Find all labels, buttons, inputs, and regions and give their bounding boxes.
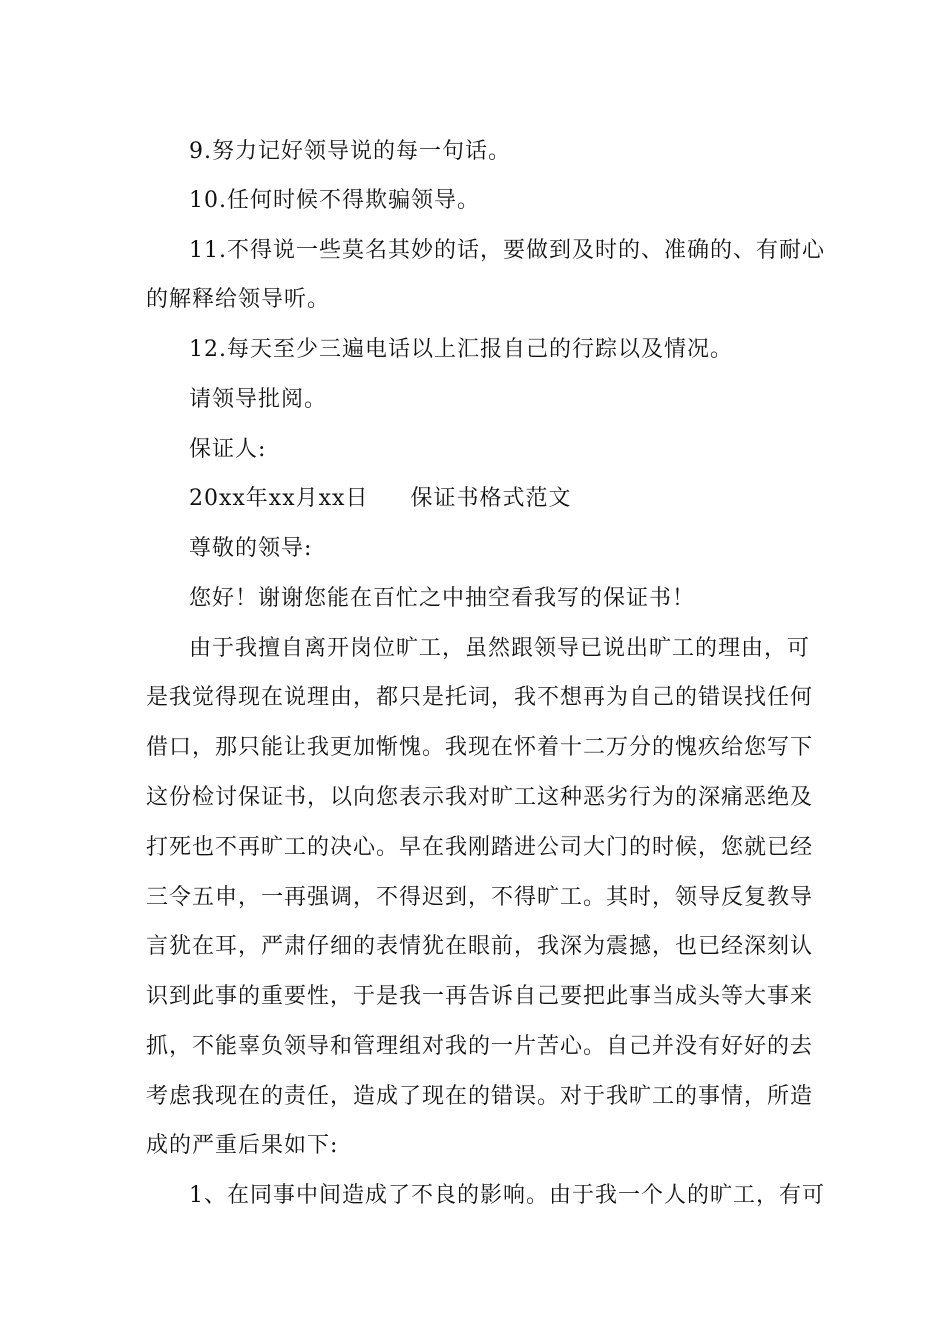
greeting: 您好！谢谢您能在百忙之中抽空看我写的保证书！: [189, 586, 696, 611]
approval-request: 请领导批阅。: [189, 387, 328, 412]
body-line: 三令五申，一再强调，不得迟到，不得旷工。其时，领导反复教导: [146, 885, 814, 910]
rule-item-11-line-2: 的解释给领导听。: [146, 287, 331, 312]
date-and-next-title: [189, 484, 571, 514]
body-line: 打死也不再旷工的决心。早在我刚踏进公司大门的时候，您就已经: [146, 835, 814, 860]
body-line: 考虑我现在的责任，造成了现在的错误。对于我旷工的事情，所造: [146, 1084, 814, 1109]
guarantor-label: 保证人:: [189, 437, 267, 462]
body-line: 言犹在耳，严肃仔细的表情犹在眼前，我深为震撼，也已经深刻认: [146, 934, 814, 959]
rule-item-12: 12.每天至少三遍电话以上汇报自己的行踪以及情况。: [189, 337, 733, 362]
date-text: 20xx年xx月xx日: [189, 486, 369, 511]
body-line: 成的严重后果如下:: [146, 1133, 339, 1158]
rule-item-10: 10.任何时候不得欺骗领导。: [189, 188, 480, 213]
body-line: 由于我擅自离开岗位旷工，虽然跟领导已说出旷工的理由，可: [189, 636, 811, 661]
body-line: 抓，不能辜负领导和管理组对我的一片苦心。自己并没有好好的去: [146, 1034, 814, 1059]
body-line: 借口，那只能让我更加惭愧。我现在怀着十二万分的愧疚给您写下: [146, 735, 814, 760]
consequence-item-1: 1、在同事中间造成了不良的影响。由于我一个人的旷工，有可: [189, 1183, 825, 1208]
salutation: 尊敬的领导:: [189, 536, 313, 561]
next-document-title: 保证书格式范文: [410, 486, 572, 511]
body-line: 这份检讨保证书，以向您表示我对旷工这种恶劣行为的深痛恶绝及: [146, 785, 814, 810]
body-line: 是我觉得现在说理由，都只是托词，我不想再为自己的错误找任何: [146, 685, 814, 710]
rule-item-11-line-1: 11.不得说一些莫名其妙的话，要做到及时的、准确的、有耐心: [189, 238, 825, 263]
body-line: 识到此事的重要性，于是我一再告诉自己要把此事当成头等大事来: [146, 984, 814, 1009]
rule-item-9: 9.努力记好领导说的每一句话。: [189, 139, 511, 164]
